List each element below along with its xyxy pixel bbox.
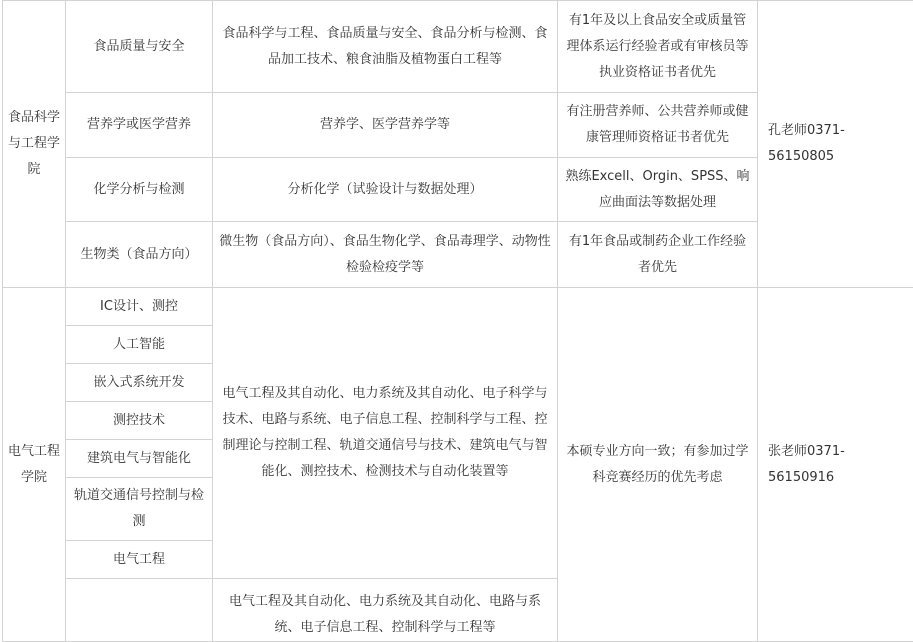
requirements-cell: 熟练Excell、Orgin、SPSS、响应曲面法等数据处理 (558, 158, 758, 222)
major-cell (66, 579, 213, 642)
disciplines-cell: 食品科学与工程、食品质量与安全、食品分析与检测、食品加工技术、粮食油脂及植物蛋白工程等 (213, 1, 558, 93)
requirements-cell: 有注册营养师、公共营养师或健康管理师资格证书者优先 (558, 93, 758, 158)
requirements-cell: 有1年食品或制药企业工作经验者优先 (558, 222, 758, 288)
recruitment-table (2, 0, 913, 642)
major-cell: 电气工程 (66, 541, 213, 579)
disciplines-cell: 分析化学（试验设计与数据处理） (213, 158, 558, 222)
table-row (3, 288, 913, 326)
disciplines-cell: 微生物（食品方向）、食品生物化学、食品毒理学、动物性检验检疫学等 (213, 222, 558, 288)
major-cell: 测控技术 (66, 402, 213, 440)
major-cell: 食品质量与安全 (66, 1, 213, 93)
major-cell: 人工智能 (66, 326, 213, 364)
major-cell: 嵌入式系统开发 (66, 364, 213, 402)
contact-cell: 孔老师0371-56150805 (758, 1, 913, 288)
major-cell: 化学分析与检测 (66, 158, 213, 222)
requirements-cell: 有1年及以上食品安全或质量管理体系运行经验者或有审核员等执业资格证书者优先 (558, 1, 758, 93)
major-cell: 建筑电气与智能化 (66, 440, 213, 478)
disciplines-cell: 电气工程及其自动化、电力系统及其自动化、电路与系统、电子信息工程、控制科学与工程等 (213, 579, 558, 642)
contact-cell: 张老师0371-56150916 (758, 288, 913, 642)
table-row (3, 1, 913, 93)
major-cell: 生物类（食品方向） (66, 222, 213, 288)
major-cell: 轨道交通信号控制与检测 (66, 478, 213, 541)
college-name-cell: 食品科学与工程学院 (3, 1, 66, 288)
major-cell: 营养学或医学营养 (66, 93, 213, 158)
disciplines-cell: 电气工程及其自动化、电力系统及其自动化、电子科学与技术、电路与系统、电子信息工程、控制科学与工程、控制理论与控制工程、轨道交通信号与技术、建筑电气与智能化、测控技术、检测技术与自动化装置等 (213, 288, 558, 579)
college-name-cell: 电气工程学院 (3, 288, 66, 642)
requirements-cell: 本硕专业方向一致；有参加过学科竞赛经历的优先考虑 (558, 288, 758, 642)
disciplines-cell: 营养学、医学营养学等 (213, 93, 558, 158)
major-cell: IC设计、测控 (66, 288, 213, 326)
